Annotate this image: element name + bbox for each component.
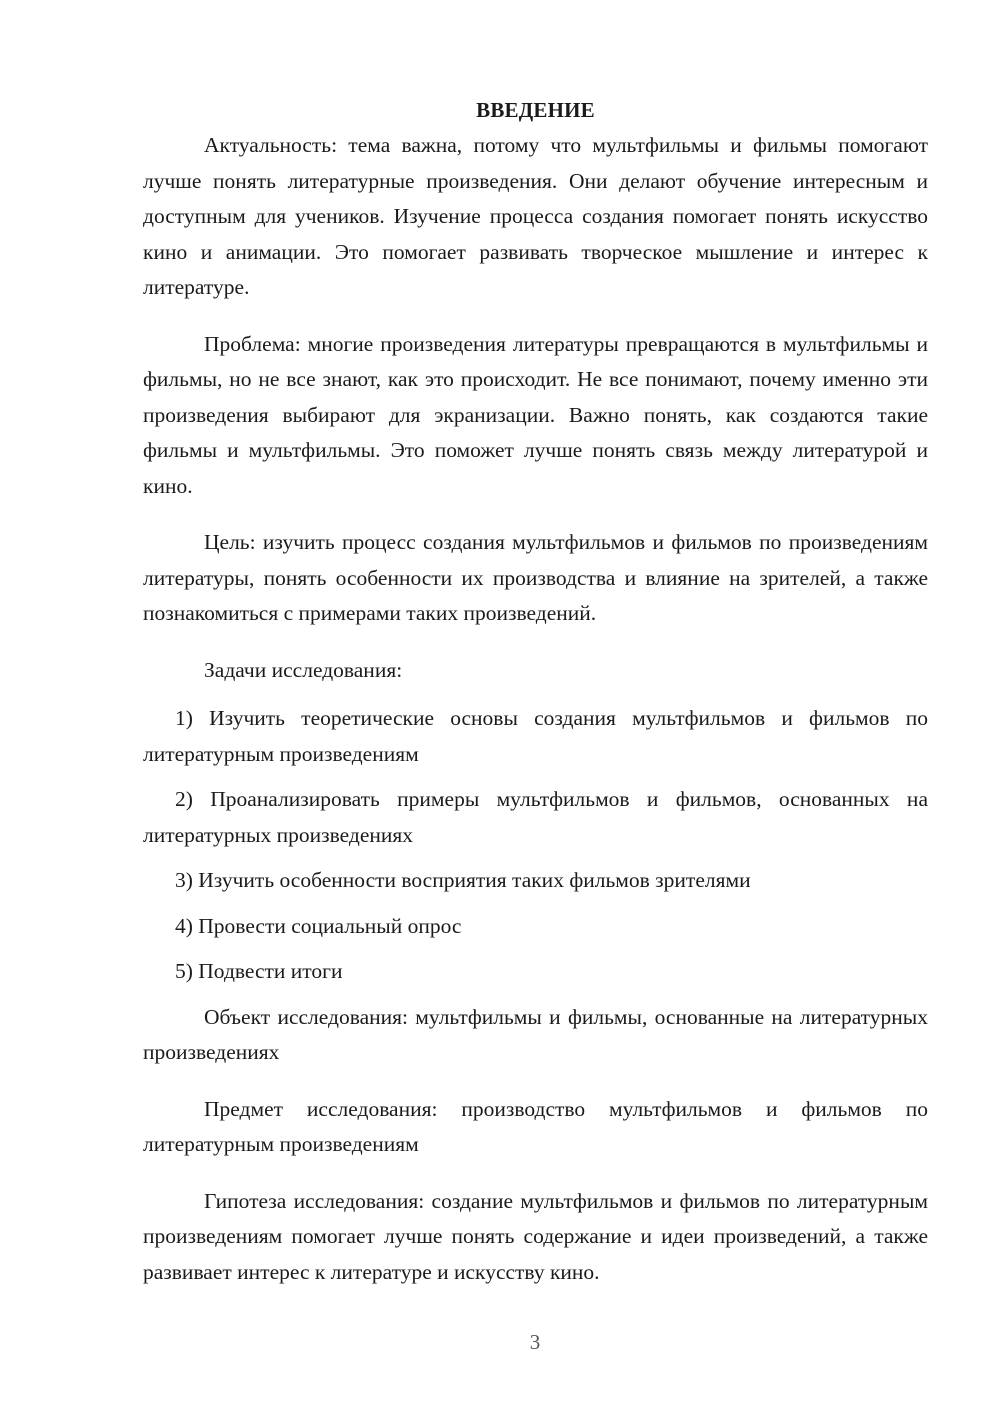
task-item-5: 5) Подвести итоги bbox=[175, 959, 343, 983]
object-paragraph: Объект исследования: мультфильмы и фильмы, основанные на литературных произведениях bbox=[143, 1004, 928, 1064]
section-title: ВВЕДЕНИЕ bbox=[476, 98, 595, 122]
hypothesis-paragraph: Гипотеза исследования: создание мультфильмов и фильмов по литературным произведениям помогает лучше понять содержание и идеи произведений, а также развивает интерес к литературе и искусству кино. bbox=[143, 1188, 928, 1284]
task-item-2: 2) Проанализировать примеры мультфильмов и фильмов, основанных на литературных произведениях bbox=[143, 787, 928, 847]
task-item-1: 1) Изучить теоретические основы создания мультфильмов и фильмов по литературным произведениям bbox=[143, 706, 928, 766]
goal-paragraph: Цель: изучить процесс создания мультфильмов и фильмов по произведениям литературы, понять особенности их производства и влияние на зрителей, а также познакомиться с примерами таких произведений. bbox=[143, 530, 928, 625]
relevance-paragraph: Актуальность: тема важна, потому что мультфильмы и фильмы помогают лучше понять литературные произведения. Они делают обучение интересным и доступным для учеников. Изучение процесса создания помогает понять искусство кино и анимации. Это помогает развивать творческое мышление и интерес к литературе. bbox=[143, 133, 928, 299]
subject-paragraph: Предмет исследования: производство мультфильмов и фильмов по литературным произведениям bbox=[143, 1096, 928, 1156]
tasks-list bbox=[143, 701, 928, 990]
task-item-3: 3) Изучить особенности восприятия таких фильмов зрителями bbox=[175, 868, 751, 892]
document-page bbox=[143, 92, 928, 1311]
tasks-heading: Задачи исследования: bbox=[204, 657, 403, 682]
task-item-4: 4) Провести социальный опрос bbox=[175, 913, 462, 938]
page-number: 3 bbox=[529, 1330, 541, 1354]
problem-paragraph: Проблема: многие произведения литературы превращаются в мультфильмы и фильмы, но не все знают, как это происходит. Не все понимают, почему именно эти произведения выбирают для экранизации. Важно понять, как создаются такие фильмы и мультфильмы. Это поможет лучше понять связь между литературой и кино. bbox=[143, 331, 928, 498]
